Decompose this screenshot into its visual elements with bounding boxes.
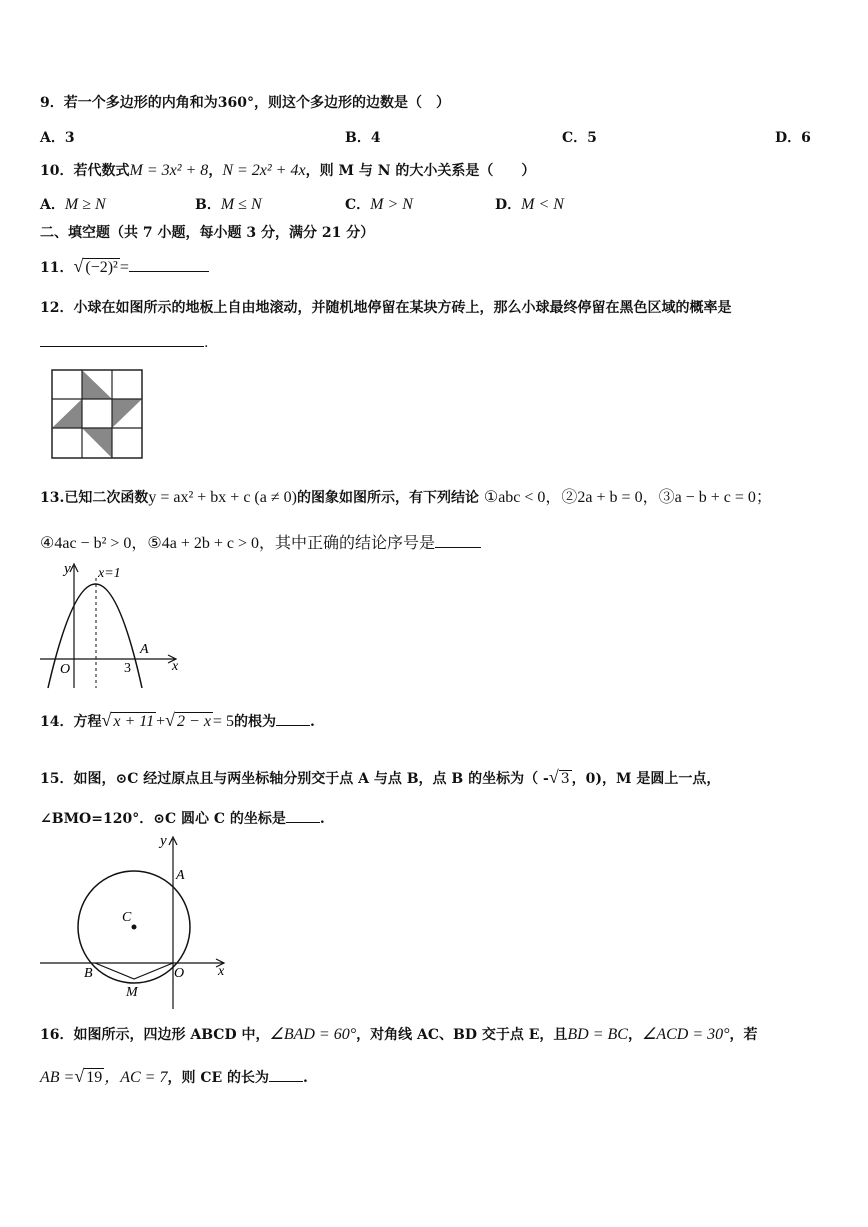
point-a-label: A: [176, 868, 185, 883]
x-axis-label: x: [172, 659, 179, 674]
q9-option-a: A．3: [40, 130, 75, 146]
q12-stem: 12．小球在如图所示的地板上自由地滚动，并随机地停留在某块方砖上，那么小球最终停留在黑色区域的概率是: [40, 300, 732, 316]
q16-line1: 16．如图所示，四边形 ABCD 中，∠BAD = 60°，对角线 AC、BD 交于点 E，且BD = BC，∠ACD = 30°，若: [40, 1026, 758, 1043]
q9-option-d: D．6: [775, 130, 811, 146]
q11: 11．√ (−2)² =: [40, 256, 209, 277]
q10-stem: 10．若代数式M = 3x² + 8，N = 2x² + 4x，则 M 与 N 的大小关系是（ ）: [40, 162, 536, 179]
circle-graph: [38, 833, 238, 1011]
q13-line2: ④4ac − b² > 0，⑤4a + 2b + c > 0，其中正确的结论序号是: [40, 530, 481, 553]
q13-line1: 13.已知二次函数y = ax² + bx + c (a ≠ 0)的图象如图所示，有下列结论 ①abc < 0，②2a + b = 0，③a − b + c = 0；: [40, 489, 772, 506]
q14-answer-blank[interactable]: [276, 711, 310, 726]
y-axis-label: y: [160, 833, 167, 849]
q13-answer-blank[interactable]: [435, 533, 481, 548]
section-heading: 二、填空题（共 7 小题，每小题 3 分，满分 21 分）: [40, 225, 375, 241]
y-axis-label: y: [64, 561, 71, 577]
q15-line1: 15．如图，⊙C 经过原点且与两坐标轴分别交于点 A 与点 B，点 B 的坐标为（ -√ 3 ，0)，M 是圆上一点，: [40, 767, 721, 787]
q9-option-b: B．4: [345, 130, 381, 146]
point-m-label: M: [126, 985, 138, 1000]
q12-answer-blank[interactable]: [40, 332, 204, 347]
q16-line2: AB =√ 19 ，AC = 7，则 CE 的长为 .: [40, 1066, 308, 1086]
q10-option-b: B．M ≤ N: [195, 196, 262, 213]
q16-answer-blank[interactable]: [269, 1067, 303, 1082]
q10-option-c: C．M > N: [345, 196, 413, 213]
q15-answer-blank[interactable]: [286, 808, 320, 823]
center-c-label: C: [122, 910, 132, 925]
tile-floor-figure: [51, 369, 145, 461]
q11-answer-blank[interactable]: [129, 257, 209, 272]
tick-3-label: 3: [124, 661, 131, 676]
symmetry-label: x=1: [98, 566, 121, 581]
center-point: [132, 925, 137, 930]
q10-option-d: D．M < N: [495, 196, 564, 213]
point-b-label: B: [84, 966, 93, 981]
point-a-label: A: [140, 642, 149, 657]
q9-option-c: C．5: [562, 130, 597, 146]
q10-option-a: A．M ≥ N: [40, 196, 106, 213]
origin-label: O: [60, 662, 71, 677]
q15-line2: ∠BMO=120°．⊙C 圆心 C 的坐标是 .: [40, 808, 325, 828]
x-axis-label: x: [218, 964, 225, 979]
parabola-graph: [38, 560, 188, 690]
q9-stem: 9．若一个多边形的内角和为360°，则这个多边形的边数是（ ）: [40, 95, 450, 111]
origin-label: O: [174, 966, 185, 981]
q14: 14．方程√ x + 11 +√ 2 − x = 5的根为 .: [40, 710, 315, 730]
q12-answer: .: [40, 332, 208, 351]
